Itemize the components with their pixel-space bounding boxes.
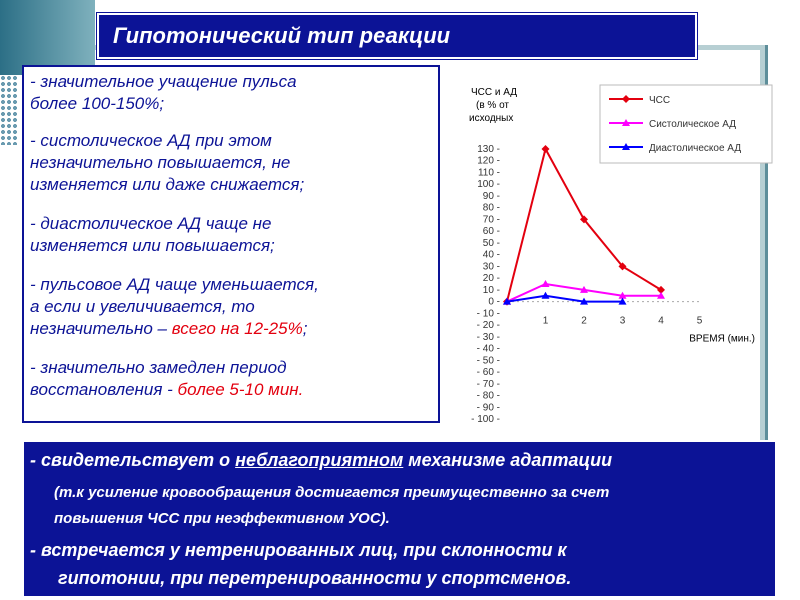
conclusion-text: - свидетельствует о (30, 450, 236, 470)
x-tick-label: 4 (658, 315, 664, 327)
conclusion-line-2: (т.к усиление кровообращения достигается преимущественно за счет (54, 484, 610, 501)
y-tick-label: 100 - (477, 179, 500, 191)
decorative-band (0, 0, 95, 75)
item-line: - диастолическое АД чаще не (30, 214, 272, 233)
item-line: более 100-150%; (30, 94, 165, 113)
y-tick-label: - 20 - (476, 320, 500, 332)
item-line: - значительно замедлен период (30, 358, 287, 377)
data-point (542, 145, 550, 153)
conclusion-box (22, 440, 777, 598)
page-title: Гипотонический тип реакции (113, 23, 451, 48)
series-line (507, 149, 661, 302)
y-tick-label: - 50 - (476, 355, 500, 367)
highlight-text: более 5-10 мин. (177, 380, 304, 399)
description-box (22, 65, 440, 423)
item-text: незначительно – (30, 319, 172, 338)
chart-svg (445, 83, 775, 433)
x-tick-label: 2 (581, 315, 587, 327)
y-tick-label: 80 - (482, 202, 500, 214)
y-tick-label: 20 - (482, 273, 500, 285)
legend-label: ЧСС (649, 95, 671, 106)
y-tick-label: - 80 - (476, 390, 500, 402)
x-axis-label: ВРЕМЯ (мин.) (689, 333, 755, 345)
y-tick-label: - 90 - (476, 402, 500, 414)
x-tick-label: 3 (619, 315, 626, 327)
highlight-text: всего на 12-25% (171, 319, 303, 338)
item-recovery (30, 357, 303, 401)
x-tick-label: 1 (542, 315, 549, 327)
conclusion-underlined: неблагоприятном (235, 450, 404, 470)
y-tick-label: 40 - (482, 249, 500, 261)
y-tick-label: 90 - (482, 190, 500, 202)
y-tick-label: 30 - (482, 261, 500, 273)
item-line: - значительное учащение пульса (30, 72, 297, 91)
y-tick-label: - 30 - (476, 331, 500, 343)
item-line-mixed (30, 318, 319, 340)
item-text: восстановления - (30, 380, 178, 399)
conclusion-line-4: - встречается у нетренированных лиц, при склонности к (30, 540, 567, 560)
y-tick-label: 0 - (488, 296, 500, 308)
y-tick-label: 50 - (482, 237, 500, 249)
conclusion-line-5: гипотонии, при перетренированности у спортсменов. (58, 568, 572, 588)
decorative-dots (0, 75, 18, 145)
title-box (97, 13, 697, 59)
legend-label: Систолическое АД (649, 119, 736, 130)
series-line (507, 296, 623, 302)
item-line: незначительно повышается, не (30, 153, 291, 172)
legend-label: Диастолическое АД (649, 143, 742, 154)
item-pulse (30, 71, 297, 115)
item-line: изменяется или повышается; (30, 236, 275, 255)
y-tick-label: - 10 - (476, 308, 500, 320)
conclusion-text: механизме адаптации (403, 450, 613, 470)
y-axis-label: ЧСС и АД (в % от исходных (469, 87, 518, 124)
y-tick-label: - 60 - (476, 367, 500, 379)
item-line: изменяется или даже снижается; (30, 175, 305, 194)
item-line: - систолическое АД при этом (30, 131, 272, 150)
y-tick-label: 10 - (482, 284, 500, 296)
conclusion-line-3: повышения ЧСС при неэффективном УОС). (54, 510, 390, 527)
y-tick-label: 70 - (482, 214, 500, 226)
item-systolic (30, 130, 304, 196)
y-tick-label: - 70 - (476, 378, 500, 390)
conclusion-line-1 (30, 450, 612, 471)
y-tick-label: - 40 - (476, 343, 500, 355)
item-line: - пульсовое АД чаще уменьшается, (30, 275, 319, 294)
reaction-chart (445, 83, 775, 433)
item-diastolic (30, 213, 275, 257)
item-pulse-pressure (30, 274, 319, 340)
item-line: а если и увеличивается, то (30, 297, 255, 316)
y-tick-label: 60 - (482, 226, 500, 238)
x-tick-label: 5 (696, 315, 703, 327)
y-tick-label: 120 - (477, 155, 500, 167)
item-line-mixed (30, 379, 303, 401)
y-tick-label: 110 - (477, 167, 500, 179)
y-tick-label: 130 - (477, 144, 500, 155)
y-tick-label: - 100 - (471, 414, 500, 425)
item-text: ; (302, 319, 308, 338)
